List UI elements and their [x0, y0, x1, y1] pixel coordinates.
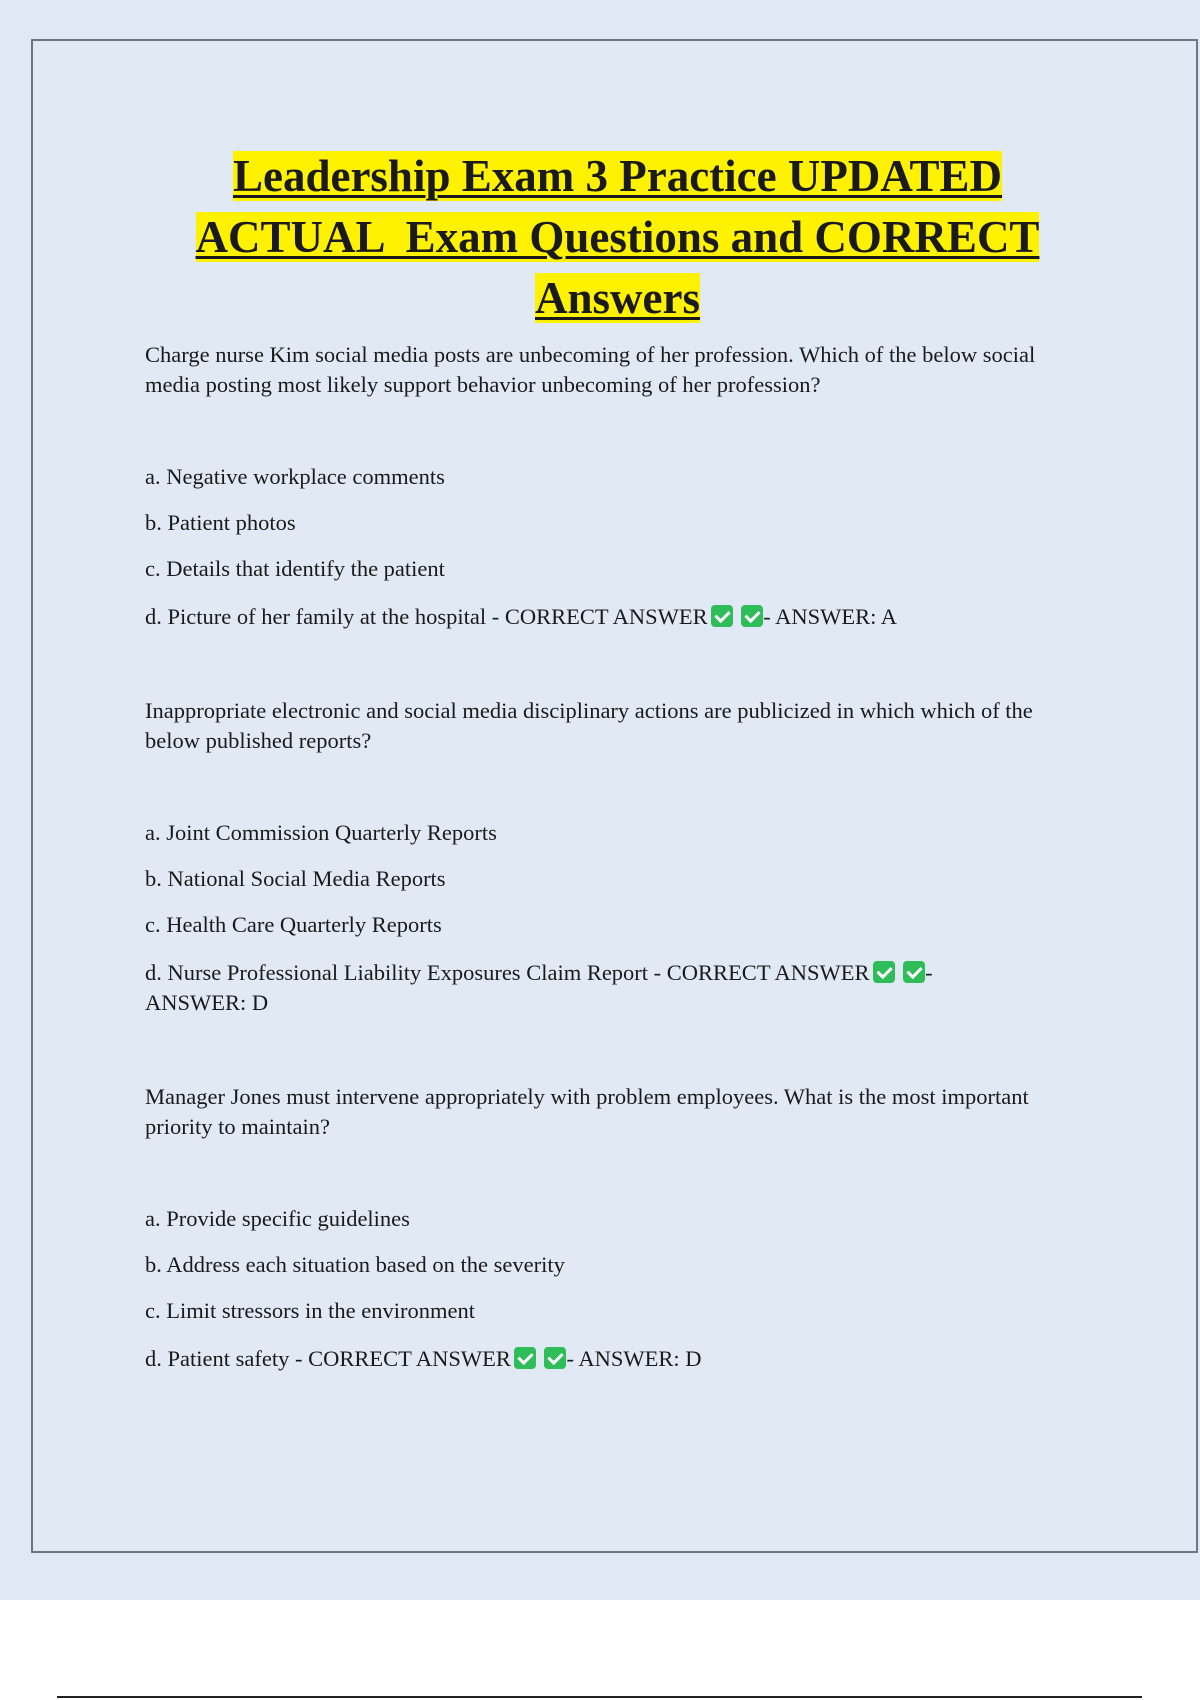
option-d-correct — [145, 1344, 1080, 1374]
question-block — [145, 340, 1080, 632]
answer-dash: - — [925, 960, 933, 985]
question-prompt: Manager Jones must intervene appropriately with problem employees. What is the most important priority to maintain? — [145, 1084, 1029, 1139]
option-d-correct — [145, 958, 1080, 1018]
question-block — [145, 696, 1080, 1018]
check-box-icon — [903, 961, 925, 983]
option-d-text: d. Patient safety - CORRECT ANSWER — [145, 1346, 511, 1371]
question-prompt: Charge nurse Kim social media posts are unbecoming of her profession. Which of the below social media posting most likely support behavior unbecoming of her profession? — [145, 342, 1036, 397]
footer-divider — [57, 1696, 1142, 1698]
document-title — [100, 146, 1135, 329]
option-b: b. National Social Media Reports — [145, 866, 446, 891]
answer-text: - ANSWER: A — [763, 604, 898, 629]
option-c: c. Limit stressors in the environment — [145, 1298, 475, 1323]
check-box-icon — [711, 605, 733, 627]
check-box-icon — [741, 605, 763, 627]
option-c: c. Details that identify the patient — [145, 556, 445, 581]
answer-text: - ANSWER: D — [566, 1346, 702, 1371]
option-b: b. Address each situation based on the severity — [145, 1252, 565, 1277]
option-c: c. Health Care Quarterly Reports — [145, 912, 442, 937]
option-d-text: d. Picture of her family at the hospital - CORRECT ANSWER — [145, 604, 708, 629]
question-list — [145, 340, 1080, 1374]
title-line-3: Answers — [535, 273, 700, 323]
option-d-correct — [145, 602, 1080, 632]
check-box-icon — [873, 961, 895, 983]
check-box-icon — [514, 1347, 536, 1369]
title-line-1: Leadership Exam 3 Practice UPDATED — [232, 151, 1003, 201]
question-prompt: Inappropriate electronic and social media disciplinary actions are publicized in which which of the below published reports? — [145, 698, 1033, 753]
title-line-2: ACTUAL Exam Questions and CORRECT — [195, 212, 1040, 262]
check-box-icon — [544, 1347, 566, 1369]
option-a: a. Joint Commission Quarterly Reports — [145, 820, 497, 845]
answer-text: ANSWER: D — [145, 990, 269, 1015]
option-a: a. Provide specific guidelines — [145, 1206, 410, 1231]
question-block — [145, 1082, 1080, 1374]
option-a: a. Negative workplace comments — [145, 464, 445, 489]
option-b: b. Patient photos — [145, 510, 296, 535]
option-d-text: d. Nurse Professional Liability Exposures Claim Report - CORRECT ANSWER — [145, 960, 870, 985]
